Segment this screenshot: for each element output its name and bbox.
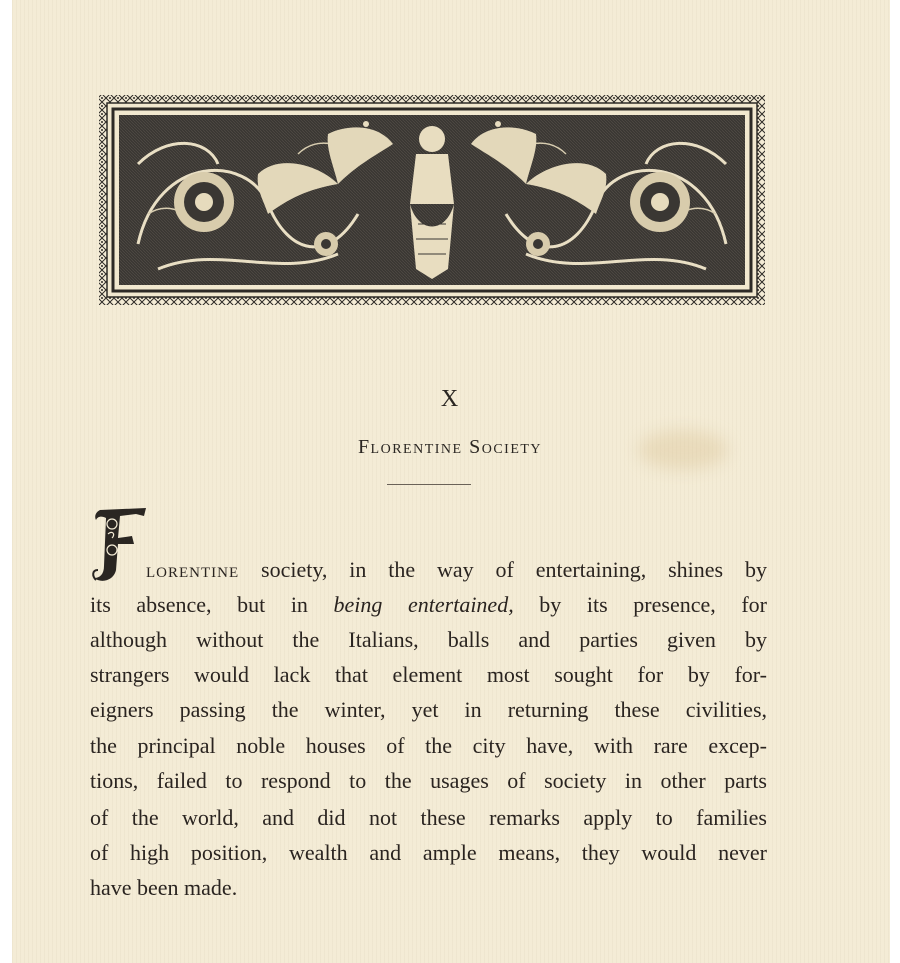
initial-word-rest: lorentine [146,557,240,582]
text-line: its absence, but in being entertained, by its presence, for [90,592,767,617]
text-line: of the world, and did not these remarks apply to families [90,805,767,830]
text-line: strangers would lack that element most sought for by for- [90,662,767,687]
ornamental-headpiece [98,94,766,306]
text-line [146,552,767,588]
text-line: the principal noble houses of the city have, with rare excep- [90,733,767,758]
left-margin [0,0,12,963]
text-line: have been made. [90,875,238,900]
text-line: although without the Italians, balls and parties given by [90,627,767,652]
italic-phrase: being entertained, [333,592,514,617]
chapter-title: Florentine Society [357,436,543,458]
line-text: society, in the way of entertaining, shines by [239,557,767,582]
right-margin [890,0,900,963]
text-line: tions, failed to respond to the usages of society in other parts [90,768,767,793]
text-line: eigners passing the winter, yet in returning these civilities, [90,697,767,722]
text-line: of high position, wealth and ample means, they would never [90,840,767,865]
ornate-initial-icon [90,504,148,584]
chapter-number: X [440,386,460,412]
title-rule [387,484,471,485]
